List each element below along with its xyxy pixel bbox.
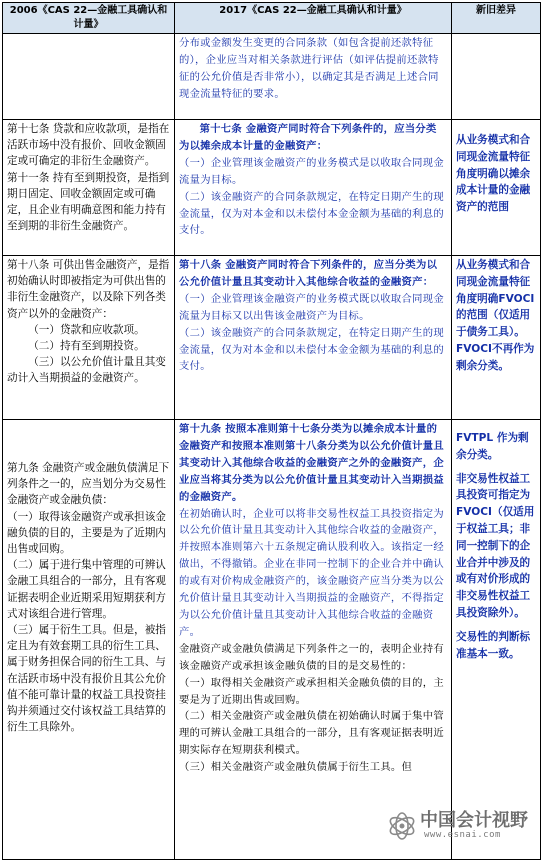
header-old-standard: 2006《CAS 22—金融工具确认和计量》 <box>3 3 175 34</box>
old-paragraph: （一）取得该金融资产或承担该金融负债的目的，主要是为了近期内出售或回购。 <box>7 510 166 556</box>
new-cell <box>175 120 452 256</box>
old-paragraph: （三）以公允价值计量且其变动计入当期损益的金融资产。 <box>7 356 166 385</box>
table-row <box>3 34 541 120</box>
new-paragraph: （一）企业管理该金融资产的业务模式既以收取合同现金流量为目标又以出售该金融资产为目标。 <box>179 292 444 322</box>
diff-paragraph: FVTPL 作为剩余分类。 <box>456 432 529 461</box>
diff-paragraph: 从业务模式和合同现金流量特征角度明确以摊余成本计量的金融资产的范围 <box>456 134 531 214</box>
old-cell <box>3 34 175 120</box>
site-watermark <box>386 806 536 846</box>
old-paragraph: （一）贷款和应收款项。 <box>28 323 145 336</box>
old-paragraph: （三）属于衍生工具。但是，被指定且为有效套期工具的衍生工具、属于财务担保合同的衍生工具、与在活跃市场中没有报价且其公允价值不能可靠计量的权益工具投资挂钩并须通过交付该权益工具结算的衍生工具除外。 <box>7 624 166 734</box>
old-cell <box>3 256 175 420</box>
table-row <box>3 420 541 860</box>
new-cell <box>175 256 452 420</box>
table-row <box>3 256 541 420</box>
header-differences: 新旧差异 <box>452 3 541 34</box>
old-paragraph: 第十一条 持有至到期投资，是指到期日固定、回收金额固定或可确定，且企业有明确意图和能力持有至到期的非衍生金融资产。 <box>7 171 170 233</box>
new-cell <box>175 420 452 860</box>
new-paragraph: 分布或金额发生变更的合同条款（如包含提前还款特征的），企业应当对相关条款进行评估（如评估提前还款特征的公允价值是否非常小），以确定其是否满足上述合同现金流量特征的要求。 <box>179 37 439 100</box>
old-cell <box>3 420 175 860</box>
new-paragraph: 第十九条 按照本准则第十七条分类为以摊余成本计量的金融资产和按照本准则第十八条分类为以公允价值计量且其变动计入其他综合收益的金融资产之外的金融资产，企业应当将其分类为以公允价值计量且其变动计入当期损益的金融资产。 <box>179 423 444 503</box>
diff-cell <box>452 34 541 120</box>
new-paragraph: （二）该金融资产的合同条款规定，在特定日期产生的现金流量，仅为对本金和以未偿付本金金额为基础的利息的支付。 <box>179 190 444 237</box>
diff-cell <box>452 120 541 256</box>
diff-cell <box>452 420 541 860</box>
diff-paragraph: 从业务模式和合同现金流量特征角度明确FVOCI的范围（仅适用于债务工具）。 <box>456 259 535 339</box>
diff-paragraph: FVOCI不再作为剩余分类。 <box>456 342 535 372</box>
watermark-logo-icon <box>386 810 418 842</box>
new-paragraph: （一）取得相关金融资产或承担相关金融负债的目的，主要是为了近期出售或回购。 <box>179 676 444 706</box>
diff-paragraph: 非交易性权益工具投资可指定为 FVOCI（仅适用于权益工具；非同一控制下的企业合并中涉及的或有对价形成的非交易性权益工具投资除外）。 <box>456 472 535 619</box>
header-row <box>3 3 541 34</box>
old-paragraph: 第十七条 贷款和应收款项，是指在活跃市场中没有报价、回收金额固定或可确定的非衍生金融资产。 <box>7 123 170 168</box>
new-paragraph: 在初始确认时，企业可以将非交易性权益工具投资指定为以公允价值计量且其变动计入其他综合收益的金融资产，并按照本准则第六十五条规定确认股利收入。该指定一经做出，不得撤销。企业在非同一控制下的企业合并中确认的或有对价构成金融资产的，该金融资产应当分类为以公允价值计量且其变动计入当期损益的金融资产，不得指定为以公允价值计量且其变动计入其他综合收益的金融资产。 <box>179 507 444 638</box>
old-paragraph: （二）属于进行集中管理的可辨认金融工具组合的一部分，且有客观证据表明企业近期采用短期获利方式对该组合进行管理。 <box>7 559 166 620</box>
watermark-title: 中国会计视野 <box>420 810 528 831</box>
new-paragraph: （二）该金融资产的合同条款规定，在特定日期产生的现金流量，仅为对本金和以未偿付本金金额为基础的利息的支付。 <box>179 326 444 373</box>
watermark-url: www.esnai.com <box>424 830 501 840</box>
old-paragraph: 第九条 金融资产或金融负债满足下列条件之一的，应当划分为交易性金融资产或金融负债： <box>7 462 170 507</box>
new-paragraph: （三）相关金融资产或金融负债属于衍生工具。但 <box>179 761 413 774</box>
old-paragraph: （二）持有至到期投资。 <box>28 340 145 353</box>
new-paragraph: 金融资产或金融负债满足下列条件之一的，表明企业持有该金融资产或承担该金融负债的目的是交易性的： <box>179 642 444 672</box>
diff-cell <box>452 256 541 420</box>
new-paragraph: （一）企业管理该金融资产的业务模式是以收取合同现金流量为目标。 <box>179 156 444 186</box>
table-row <box>3 120 541 256</box>
new-paragraph: 第十八条 金融资产同时符合下列条件的，应当分类为以公允价值计量且其变动计入其他综合收益的金融资产： <box>179 259 438 288</box>
header-new-standard: 2017《CAS 22—金融工具确认和计量》 <box>175 3 452 34</box>
old-cell <box>3 120 175 256</box>
new-paragraph: （二）相关金融资产或金融负债在初始确认时属于集中管理的可辨认金融工具组合的一部分，且有客观证据表明近期实际存在短期获利模式。 <box>179 710 444 757</box>
new-cell <box>175 34 452 120</box>
comparison-table <box>2 2 541 860</box>
diff-paragraph: 交易性的判断标准基本一致。 <box>456 630 531 660</box>
new-paragraph: 第十七条 金融资产同时符合下列条件的，应当分类为以摊余成本计量的金融资产： <box>179 123 437 152</box>
old-paragraph: 第十八条 可供出售金融资产，是指初始确认时即被指定为可供出售的非衍生金融资产，以及除下列各类资产以外的金融资产： <box>7 259 170 320</box>
